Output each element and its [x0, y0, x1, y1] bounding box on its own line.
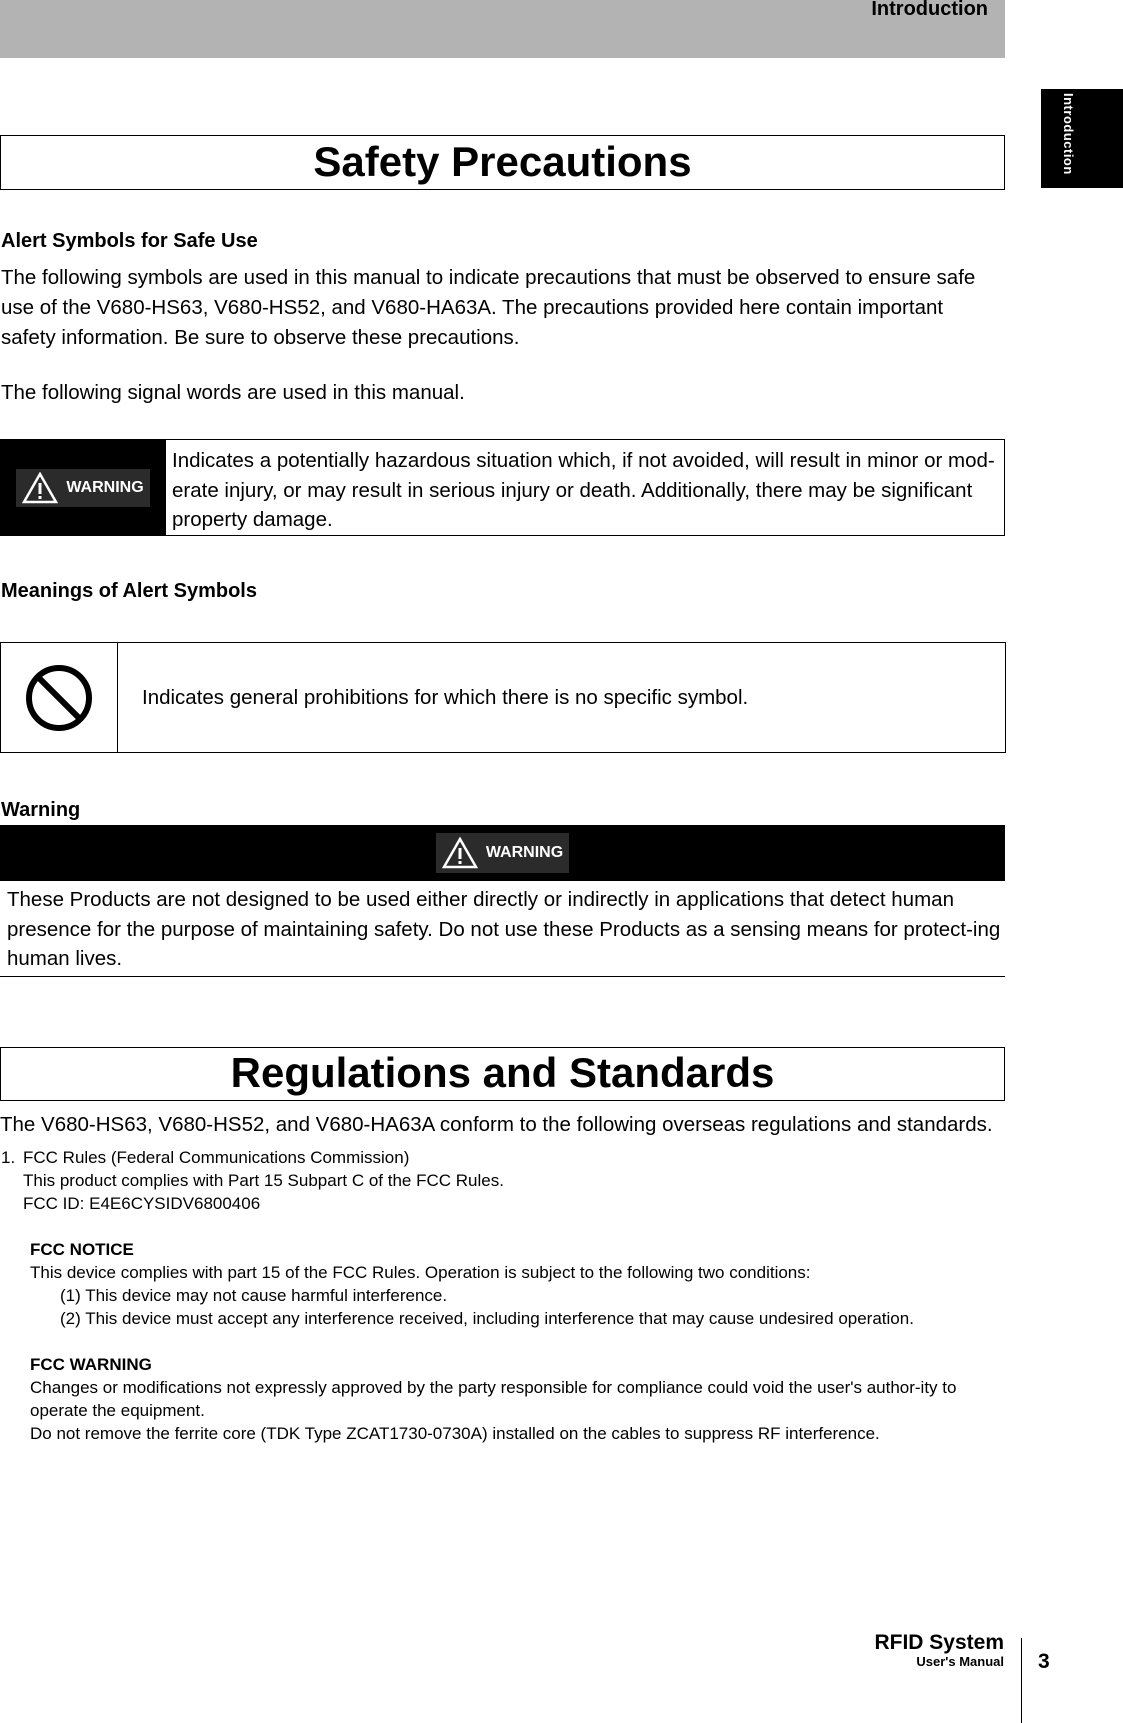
warning-bar — [0, 825, 1005, 881]
regulations-heading: Regulations and Standards — [0, 1047, 1005, 1101]
page-number: 3 — [1038, 1650, 1050, 1673]
fcc-compliance-line: This product complies with Part 15 Subpart C of the FCC Rules. — [23, 1171, 504, 1190]
meanings-heading: Meanings of Alert Symbols — [1, 580, 257, 602]
warning-badge — [16, 469, 149, 507]
list-number: 1. — [1, 1148, 16, 1167]
fcc-notice-heading: FCC NOTICE — [30, 1240, 134, 1259]
fcc-warning-text-1: Changes or modifications not expressly approved by the party responsible for compliance could void the user's author-ity to operate the equipment. — [30, 1378, 957, 1420]
signal-word-table — [0, 439, 1005, 536]
fcc-list-item — [0, 1146, 1005, 1215]
warning-divider — [0, 976, 1005, 977]
fcc-id: FCC ID: E4E6CYSIDV6800406 — [23, 1194, 261, 1213]
fcc-condition-2: (2) This device must accept any interference received, including interference that may cause undesired operation. — [60, 1309, 914, 1328]
warning-triangle-icon — [22, 472, 58, 504]
fcc-condition-1: (1) This device may not cause harmful interference. — [60, 1286, 448, 1305]
alert-symbols-heading: Alert Symbols for Safe Use — [1, 230, 258, 252]
footer-title: RFID System — [874, 1631, 1004, 1654]
warning-heading: Warning — [1, 799, 81, 821]
header-band — [0, 0, 1005, 58]
fcc-warning-block — [30, 1353, 1010, 1445]
symbol-cell — [1, 643, 118, 752]
prohibition-description: Indicates general prohibitions for which there is no specific symbol. — [142, 685, 749, 709]
side-tab — [1041, 89, 1123, 188]
warning-bar-badge — [436, 833, 569, 873]
fcc-notice-text: This device complies with part 15 of the FCC Rules. Operation is subject to the following two conditions: — [30, 1263, 811, 1282]
fcc-warning-heading: FCC WARNING — [30, 1355, 152, 1374]
warning-bar-label: WARNING — [485, 844, 564, 861]
signal-word-description: Indicates a potentially hazardous situation which, if not avoided, will result in minor or mod-erate injury, or may result in serious injury or death. Additionally, there may be significant property damage. — [165, 440, 1004, 535]
fcc-warning-text-2: Do not remove the ferrite core (TDK Type ZCAT1730-0730A) installed on the cables to suppress RF interference. — [30, 1424, 880, 1443]
prohibition-icon — [25, 664, 93, 732]
fcc-notice-block — [30, 1238, 1005, 1330]
warning-badge-label: WARNING — [66, 478, 144, 496]
safety-intro-paragraph: The following symbols are used in this manual to indicate precautions that must be observed to ensure safe use of the V680-HS63, V680-HS52, and V680-HA63A. The precautions provided here contain important safety information. Be sure to observe these precautions. — [1, 266, 976, 349]
alert-symbol-table — [0, 642, 1006, 753]
signal-words-intro: The following signal words are used in this manual. — [1, 381, 465, 404]
regulations-intro: The V680-HS63, V680-HS52, and V680-HA63A conform to the following overseas regulations and standards. — [0, 1113, 993, 1136]
safety-precautions-heading: Safety Precautions — [0, 135, 1005, 190]
footer-divider — [1021, 1638, 1022, 1723]
footer-subtitle: User's Manual — [916, 1654, 1004, 1669]
warning-triangle-icon — [442, 837, 478, 869]
side-tab-label: Introduction — [1061, 93, 1076, 175]
signal-label-cell — [1, 440, 165, 535]
warning-text: These Products are not designed to be used either directly or indirectly in applications that detect human presence for the purpose of maintaining safety. Do not use these Products as a sensing means for protect-ing human lives. — [7, 888, 1001, 970]
header-title: Introduction — [871, 0, 988, 20]
fcc-rules-title: FCC Rules (Federal Communications Commission) — [23, 1148, 410, 1167]
